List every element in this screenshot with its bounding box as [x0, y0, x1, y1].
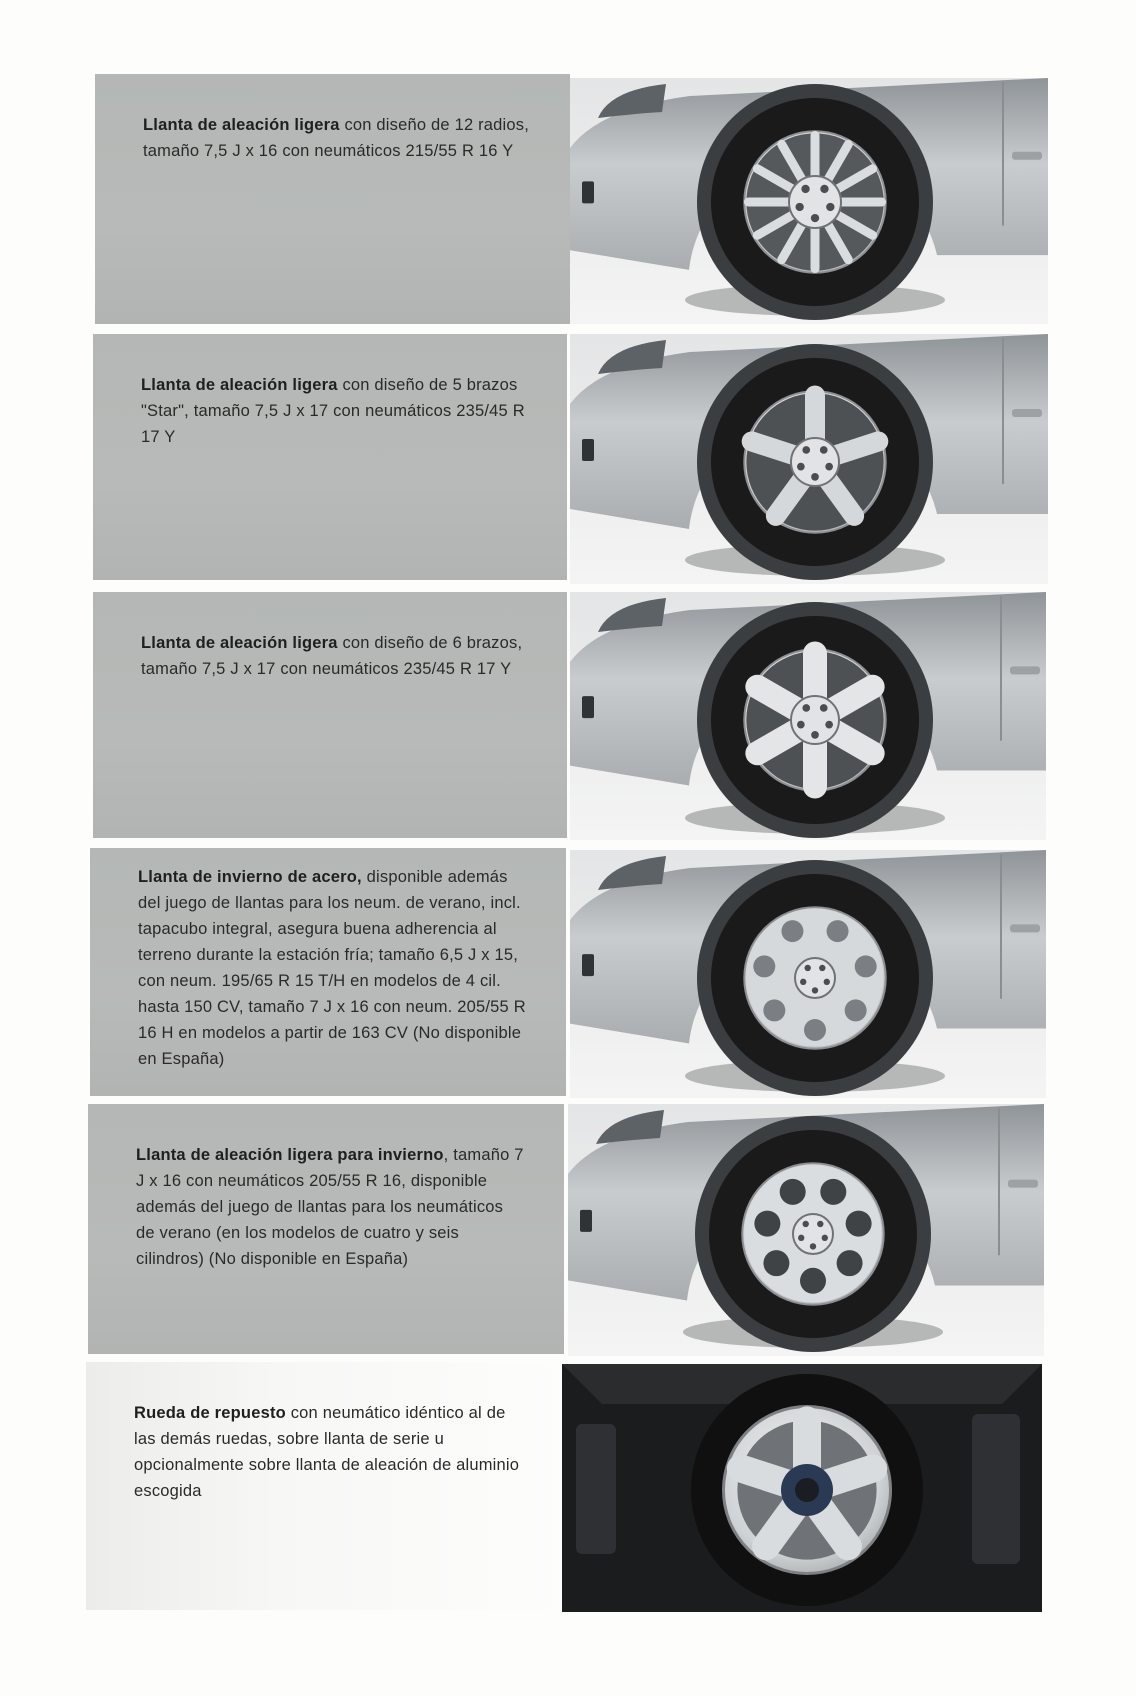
item-text: disponible además del juego de llantas para los neum. de verano, incl. tapacubo integral, asegura buena adherencia al terreno durante la estación fría; tamaño 6,5 J x 15, con neum. 195/65 R 15 T/H en modelos de 4 cil. hasta 150 CV, tamaño 7 J x 16 con neum. 205/55 R 16 H en modelos a partir de 163 CV (No disponible en España) — [138, 868, 526, 1068]
wheel-row-5 — [0, 1104, 1136, 1354]
five-arm-star-wheel-icon — [570, 334, 1048, 584]
spare-wheel-in-trunk-icon — [562, 1364, 1042, 1612]
item-text: , tamaño 7 J x 16 con neumáticos 205/55 R 16, disponible además del juego de llantas para los neumáticos de verano (en los modelos de cuatro y seis cilindros) (No disponible en España) — [136, 1146, 524, 1268]
spare-wheel-photo — [562, 1364, 1042, 1612]
winter-alloy-wheel-icon — [568, 1104, 1044, 1356]
wheel-row-1 — [0, 74, 1136, 324]
item-title: Llanta de aleación ligera para invierno — [136, 1146, 444, 1164]
item-title: Llanta de aleación ligera — [141, 376, 338, 394]
description-panel — [86, 1362, 564, 1610]
wheel-photo-winter-alloy — [568, 1104, 1044, 1356]
item-title: Rueda de repuesto — [134, 1404, 286, 1422]
item-text: con diseño de 5 brazos "Star", tamaño 7,5 J x 17 con neumáticos 235/45 R 17 Y — [141, 376, 525, 446]
steel-wheel-hubcap-icon — [570, 850, 1046, 1098]
item-text: con diseño de 6 brazos, tamaño 7,5 J x 17 con neumáticos 235/45 R 17 Y — [141, 634, 523, 678]
item-text: con diseño de 12 radios, tamaño 7,5 J x 16 con neumáticos 215/55 R 16 Y — [143, 116, 530, 160]
twelve-spoke-wheel-icon — [570, 78, 1048, 324]
six-arm-wheel-icon — [570, 592, 1046, 840]
description-panel — [90, 848, 566, 1096]
wheel-photo-steel-winter — [570, 850, 1046, 1098]
description-panel — [95, 74, 570, 324]
wheel-row-4 — [0, 848, 1136, 1096]
item-title: Llanta de aleación ligera — [143, 116, 340, 134]
wheel-row-2 — [0, 334, 1136, 580]
wheel-photo-6-arm — [570, 592, 1046, 840]
description-panel — [93, 334, 567, 580]
item-title: Llanta de aleación ligera — [141, 634, 338, 652]
wheel-photo-12-spoke — [570, 78, 1048, 324]
description-panel — [93, 592, 567, 838]
description-panel — [88, 1104, 564, 1354]
wheel-row-3 — [0, 592, 1136, 838]
item-text: con neumático idéntico al de las demás ruedas, sobre llanta de serie u opcionalmente sobre llanta de aleación de aluminio escogida — [134, 1404, 520, 1500]
wheel-row-6 — [0, 1362, 1136, 1610]
wheel-photo-5-arm-star — [570, 334, 1048, 584]
item-title: Llanta de invierno de acero, — [138, 868, 362, 886]
